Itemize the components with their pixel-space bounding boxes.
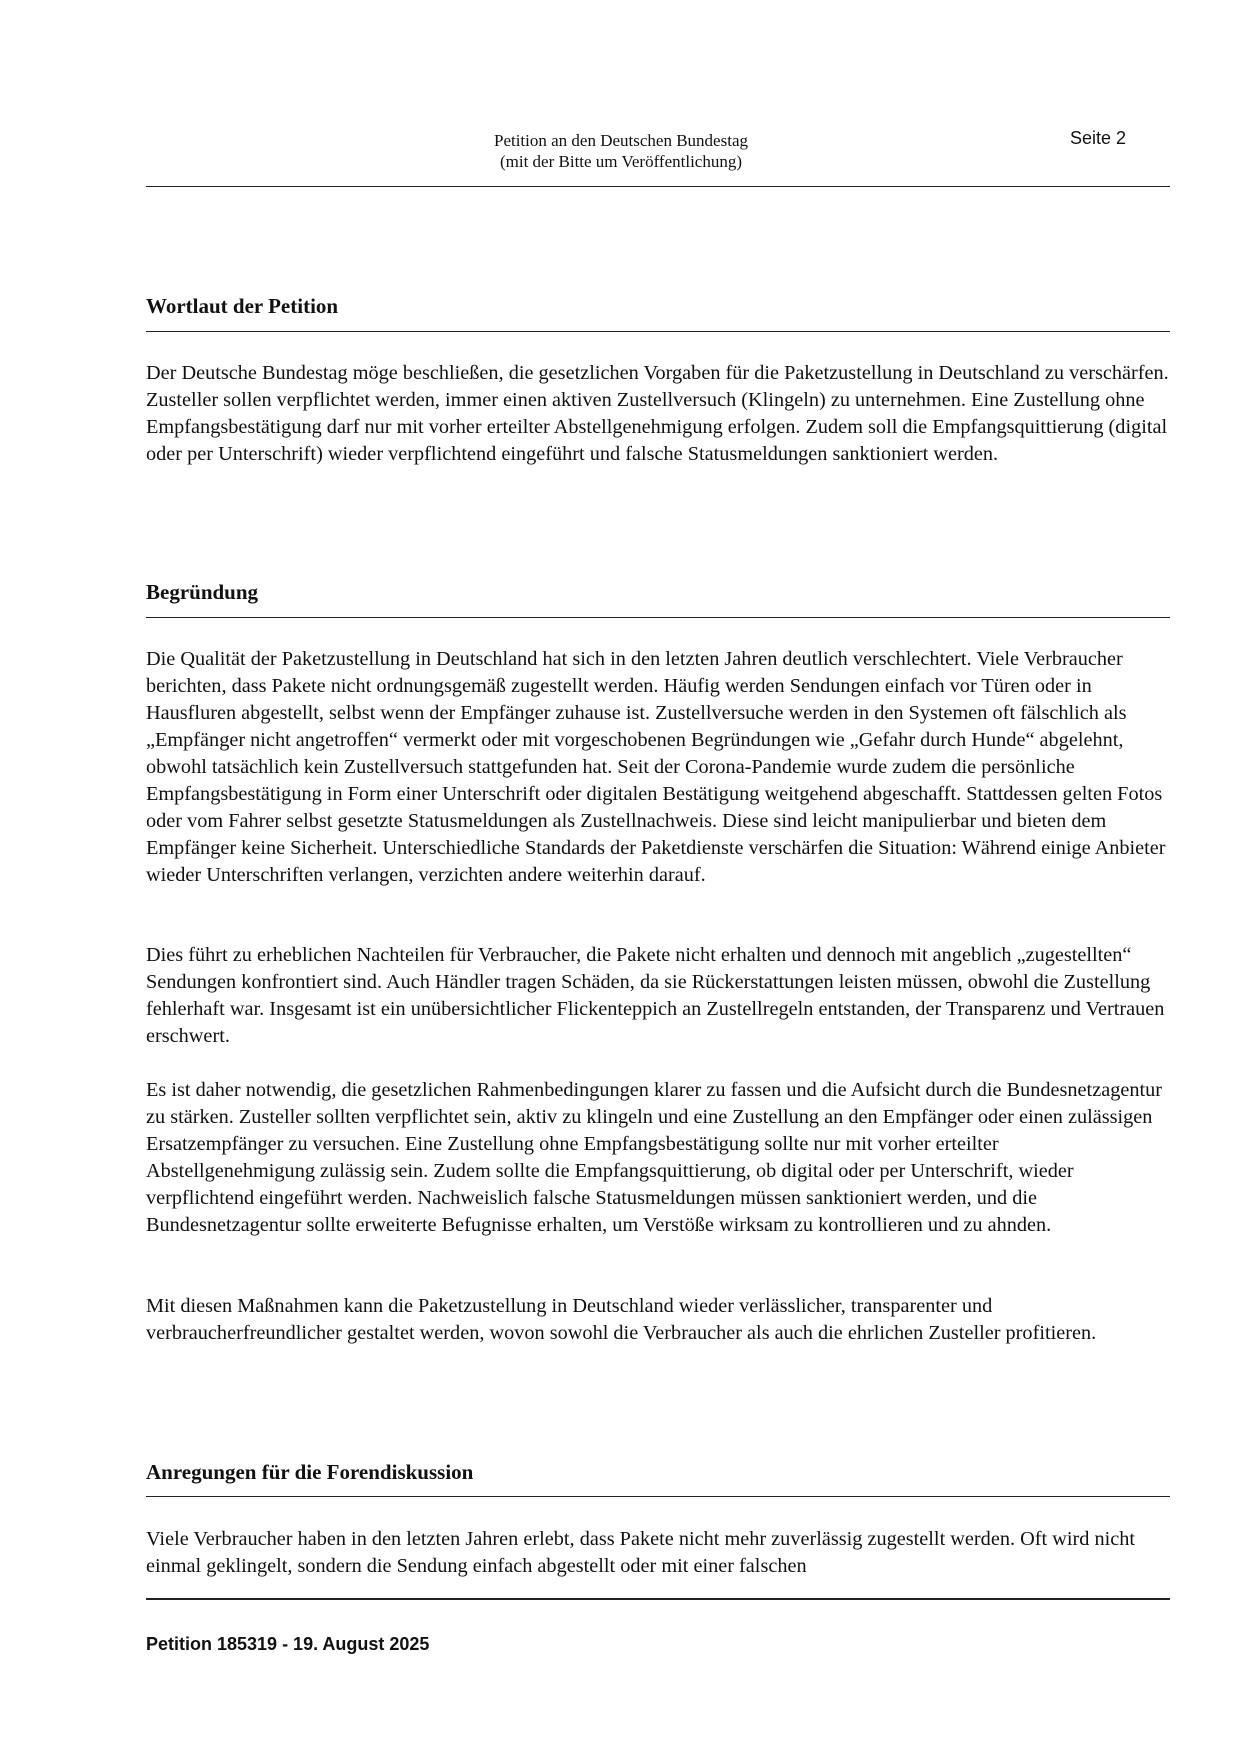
section-divider-wortlaut	[146, 331, 1170, 332]
begruendung-paragraph-2: Dies führt zu erheblichen Nachteilen für Verbraucher, die Pakete nicht erhalten und dennoch mit angeblich „zugestellten“ Sendungen konfrontiert sind. Auch Händler tragen Schäden, da sie Rückerstattungen leisten müssen, obwohl die Zustellung fehlerhaft war. Insgesamt ist ein unübersichtlicher Flickenteppich an Zustellregeln entstanden, der Transparenz und Vertrauen erschwert.	[146, 944, 1165, 1047]
section-divider-anregungen	[146, 1496, 1170, 1497]
header-title-line1: Petition an den Deutschen Bundestag	[493, 131, 748, 150]
header-divider	[146, 186, 1170, 187]
begruendung-paragraph-1: Die Qualität der Paketzustellung in Deutschland hat sich in den letzten Jahren deutlich verschlechtert. Viele Verbraucher berichten, dass Pakete nicht ordnungsgemäß zugestellt werden. Häufig werden Sendungen einfach vor Türen oder in Hausfluren abgestellt, selbst wenn der Empfänger zuhause ist. Zustellversuche werden in den Systemen oft fälschlich als „Empfänger nicht angetroffen“ vermerkt oder mit vorgeschobenen Begründungen wie „Gefahr durch Hunde“ abgelehnt, obwohl tatsächlich kein Zustellversuch stattgefunden hat. Seit der Corona-Pandemie wurde zudem die persönliche Empfangsbestätigung in Form einer Unterschrift oder digitalen Bestätigung weitgehend abgeschafft. Stattdessen gelten Fotos oder vom Fahrer selbst gesetzte Statusmeldungen als Zustellnachweis. Diese sind leicht manipulierbar und bieten dem Empfänger keine Sicherheit. Unterschiedliche Standards der Paketdienste verschärfen die Situation: Während einige Anbieter wieder Unterschriften verlangen, verzichten andere weiterhin darauf.	[146, 648, 1166, 886]
page-number: Seite 2	[1070, 128, 1127, 148]
begruendung-paragraph-3: Es ist daher notwendig, die gesetzlichen Rahmenbedingungen klarer zu fassen und die Aufsicht durch die Bundesnetzagentur zu stärken. Zusteller sollten verpflichtet sein, aktiv zu klingeln und eine Zustellung an den Empfänger oder einen zulässigen Ersatzempfänger zu versuchen. Eine Zustellung ohne Empfangsbestätigung sollte nur mit vorher erteilter Abstellgenehmigung zulässig sein. Zudem sollte die Empfangsquittierung, ob digital oder per Unterschrift, wieder verpflichtend eingeführt werden. Nachweislich falsche Statusmeldungen müssen sanktioniert werden, und die Bundesnetzagentur sollte erweiterte Befugnisse erhalten, um Verstöße wirksam zu kontrollieren und zu ahnden.	[146, 1079, 1163, 1236]
header-title-line2: (mit der Bitte um Veröffentlichung)	[499, 152, 743, 171]
begruendung-paragraph-4: Mit diesen Maßnahmen kann die Paketzustellung in Deutschland wieder verlässlicher, transparenter und verbraucherfreundlicher gestaltet werden, wovon sowohl die Verbraucher als auch die ehrlichen Zusteller profitieren.	[146, 1295, 1097, 1344]
anregungen-paragraph: Viele Verbraucher haben in den letzten Jahren erlebt, dass Pakete nicht mehr zuverlässig zugestellt werden. Oft wird nicht einmal geklingelt, sondern die Sendung einfach abgestellt oder mit einer falschen	[146, 1528, 1136, 1577]
petition-text: Der Deutsche Bundestag möge beschließen, die gesetzlichen Vorgaben für die Paketzustellung in Deutschland zu verschärfen. Zusteller sollen verpflichtet werden, immer einen aktiven Zustellversuch (Klingeln) zu unternehmen. Eine Zustellung ohne Empfangsbestätigung darf nur mit vorher erteilter Abstellgenehmigung erfolgen. Zudem soll die Empfangsquittierung (digital oder per Unterschrift) wieder verpflichtend eingeführt und falsche Statusmeldungen sanktioniert werden.	[146, 362, 1169, 465]
page-header-title	[146, 130, 1096, 172]
section-heading-anregungen: Anregungen für die Forendiskussion	[146, 1460, 474, 1484]
section-heading-begruendung: Begründung	[146, 580, 259, 604]
footer-divider	[146, 1598, 1170, 1600]
footer-petition-id: Petition 185319 - 19. August 2025	[146, 1634, 430, 1654]
section-heading-wortlaut: Wortlaut der Petition	[146, 294, 339, 318]
section-divider-begruendung	[146, 617, 1170, 618]
